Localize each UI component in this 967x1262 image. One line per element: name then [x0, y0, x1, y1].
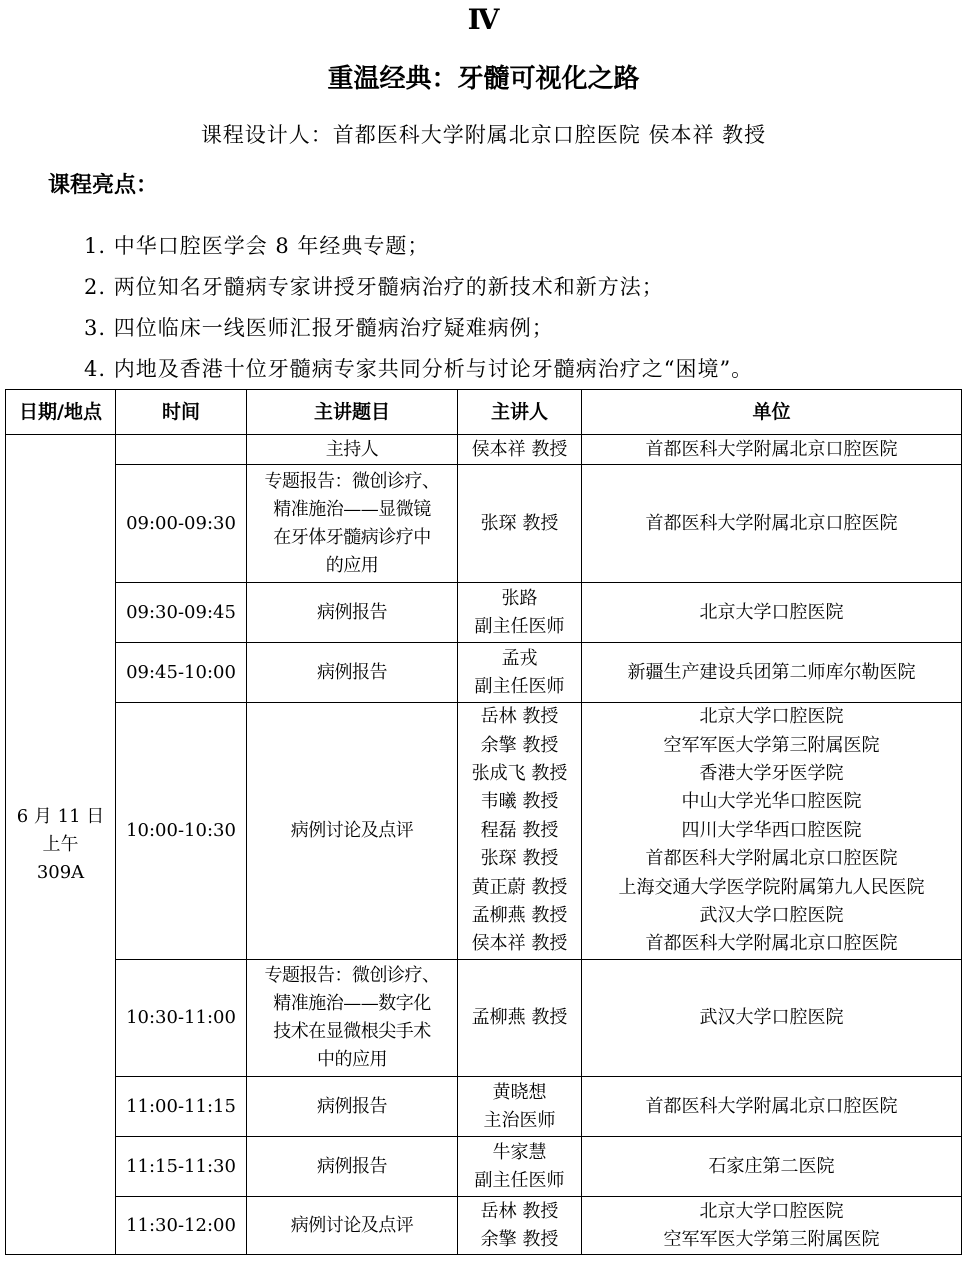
header-unit: 单位: [582, 390, 962, 435]
speaker-cell: [458, 1137, 582, 1197]
unit-line: 上海交通大学医学院附属第九人民医院: [618, 876, 925, 898]
header-topic: 主讲题目: [247, 390, 458, 435]
highlight-item: 1. 中华口腔医学会 8 年经典专题；: [84, 234, 430, 258]
speaker-cell: [458, 1077, 582, 1137]
unit-cell: [582, 960, 962, 1077]
time-cell: 10:30-11:00: [116, 960, 247, 1077]
speaker-line: 韦曦 教授: [480, 791, 559, 813]
unit-cell: [582, 703, 962, 960]
unit-line: 四川大学华西口腔医院: [681, 819, 862, 841]
table-header-row: [6, 390, 962, 435]
table-row: [6, 465, 962, 583]
page-title: 重温经典：牙髓可视化之路: [327, 64, 640, 94]
header-time: 时间: [116, 390, 247, 435]
topic-line: 专题报告：微创诊疗、: [264, 470, 440, 492]
unit-line: 香港大学牙医学院: [699, 762, 844, 784]
topic-line: 病例报告: [317, 601, 387, 623]
speaker-line: 余擎 教授: [480, 734, 559, 756]
schedule-body: [6, 435, 962, 1255]
topic-line: 病例报告: [317, 1095, 387, 1117]
topic-line: 病例报告: [317, 1155, 387, 1177]
speaker-cell: [458, 643, 582, 703]
speaker-line: 岳林 教授: [480, 1200, 559, 1222]
speaker-line: 岳林 教授: [480, 706, 559, 728]
header-speaker: 主讲人: [458, 390, 582, 435]
date-location-line: 309A: [36, 861, 85, 883]
section-numeral: Ⅳ: [467, 5, 500, 36]
unit-cell: [582, 435, 962, 465]
highlight-item: 4. 内地及香港十位牙髓病专家共同分析与讨论牙髓病治疗之“困境”。: [84, 357, 754, 381]
topic-line: 精准施治——显微镜: [273, 498, 431, 520]
unit-line: 北京大学口腔医院: [699, 1200, 844, 1222]
schedule-table: [5, 389, 962, 1255]
table-row: [6, 583, 962, 643]
speaker-cell: [458, 960, 582, 1077]
time-cell: 10:00-10:30: [116, 703, 247, 960]
unit-cell: [582, 465, 962, 583]
unit-line: 空军军医大学第三附属医院: [663, 1228, 880, 1250]
unit-line: 石家庄第二医院: [708, 1155, 835, 1177]
unit-line: 武汉大学口腔医院: [699, 1007, 844, 1028]
speaker-line: 黄正蔚 教授: [471, 876, 568, 898]
time-cell: 09:45-10:00: [116, 643, 247, 703]
unit-line: 武汉大学口腔医院: [699, 905, 844, 927]
unit-line: 首都医科大学附属北京口腔医院: [645, 1095, 898, 1117]
table-row: [6, 960, 962, 1077]
time-cell: 09:30-09:45: [116, 583, 247, 643]
table-row: [6, 1077, 962, 1137]
topic-line: 技术在显微根尖手术: [273, 1021, 431, 1042]
topic-line: 精准施治——数字化: [273, 993, 431, 1014]
speaker-line: 孟柳燕 教授: [471, 1007, 568, 1028]
speaker-line: 侯本祥 教授: [471, 933, 568, 955]
topic-cell: [247, 1137, 458, 1197]
speaker-line: 牛家慧: [492, 1141, 547, 1163]
highlight-item: 3. 四位临床一线医师汇报牙髓病治疗疑难病例；: [84, 316, 554, 340]
unit-line: 中山大学光华口腔医院: [681, 791, 862, 813]
unit-line: 首都医科大学附属北京口腔医院: [645, 848, 898, 870]
course-designer: 课程设计人：首都医科大学附属北京口腔医院 侯本祥 教授: [200, 123, 767, 147]
topic-cell: [247, 1197, 458, 1255]
topic-line: 专题报告：微创诊疗、: [264, 965, 440, 986]
topic-cell: [247, 435, 458, 465]
unit-line: 北京大学口腔医院: [699, 601, 844, 623]
topic-cell: [247, 643, 458, 703]
speaker-line: 侯本祥 教授: [471, 438, 568, 460]
topic-line: 病例讨论及点评: [290, 1214, 414, 1236]
speaker-line: 副主任医师: [474, 675, 565, 697]
topic-cell: [247, 583, 458, 643]
topic-line: 的应用: [325, 554, 379, 576]
unit-line: 空军军医大学第三附属医院: [663, 734, 880, 756]
speaker-line: 张路: [501, 587, 538, 609]
speaker-line: 张琛 教授: [480, 848, 559, 870]
speaker-line: 程磊 教授: [480, 819, 559, 841]
time-cell: 11:15-11:30: [116, 1137, 247, 1197]
unit-line: 首都医科大学附属北京口腔医院: [645, 512, 898, 534]
speaker-cell: [458, 1197, 582, 1255]
unit-line: 首都医科大学附属北京口腔医院: [645, 438, 898, 460]
date-location-cell: [6, 435, 116, 1255]
highlights-heading: 课程亮点：: [48, 173, 159, 198]
unit-cell: [582, 1077, 962, 1137]
highlights-list: [84, 228, 753, 392]
speaker-cell: [458, 583, 582, 643]
speaker-line: 副主任医师: [474, 1169, 565, 1191]
unit-line: 首都医科大学附属北京口腔医院: [645, 933, 898, 955]
topic-cell: [247, 960, 458, 1077]
speaker-line: 孟戎: [501, 647, 538, 669]
speaker-cell: [458, 703, 582, 960]
highlight-item: 2. 两位知名牙髓病专家讲授牙髓病治疗的新技术和新方法；: [84, 275, 664, 299]
unit-cell: [582, 1137, 962, 1197]
table-row: [6, 1197, 962, 1255]
table-row: [6, 435, 962, 465]
header-date-location: 日期/地点: [6, 390, 116, 435]
topic-line: 病例报告: [317, 661, 387, 683]
topic-line: 中的应用: [317, 1049, 387, 1070]
speaker-line: 余擎 教授: [480, 1228, 559, 1250]
speaker-line: 孟柳燕 教授: [471, 905, 568, 927]
speaker-line: 主治医师: [483, 1109, 556, 1131]
date-location-line: 6 月 11 日: [16, 805, 105, 827]
date-location-line: 上午: [42, 833, 79, 855]
topic-line: 病例讨论及点评: [290, 820, 414, 841]
topic-line: 主持人: [325, 438, 379, 460]
topic-cell: [247, 465, 458, 583]
time-cell: 11:00-11:15: [116, 1077, 247, 1137]
speaker-line: 黄晓想: [492, 1081, 547, 1103]
topic-cell: [247, 703, 458, 960]
speaker-line: 副主任医师: [474, 615, 565, 637]
table-row: [6, 643, 962, 703]
time-cell: [116, 435, 247, 465]
speaker-cell: [458, 465, 582, 583]
table-row: [6, 703, 962, 960]
speaker-line: 张成飞 教授: [471, 762, 568, 784]
unit-cell: [582, 583, 962, 643]
speaker-cell: [458, 435, 582, 465]
unit-line: 北京大学口腔医院: [699, 706, 844, 728]
topic-line: 在牙体牙髓病诊疗中: [273, 526, 431, 548]
table-row: [6, 1137, 962, 1197]
time-cell: 09:00-09:30: [116, 465, 247, 583]
speaker-line: 张琛 教授: [480, 512, 559, 534]
unit-cell: [582, 1197, 962, 1255]
unit-line: 新疆生产建设兵团第二师库尔勒医院: [627, 661, 916, 683]
topic-cell: [247, 1077, 458, 1137]
unit-cell: [582, 643, 962, 703]
time-cell: 11:30-12:00: [116, 1197, 247, 1255]
